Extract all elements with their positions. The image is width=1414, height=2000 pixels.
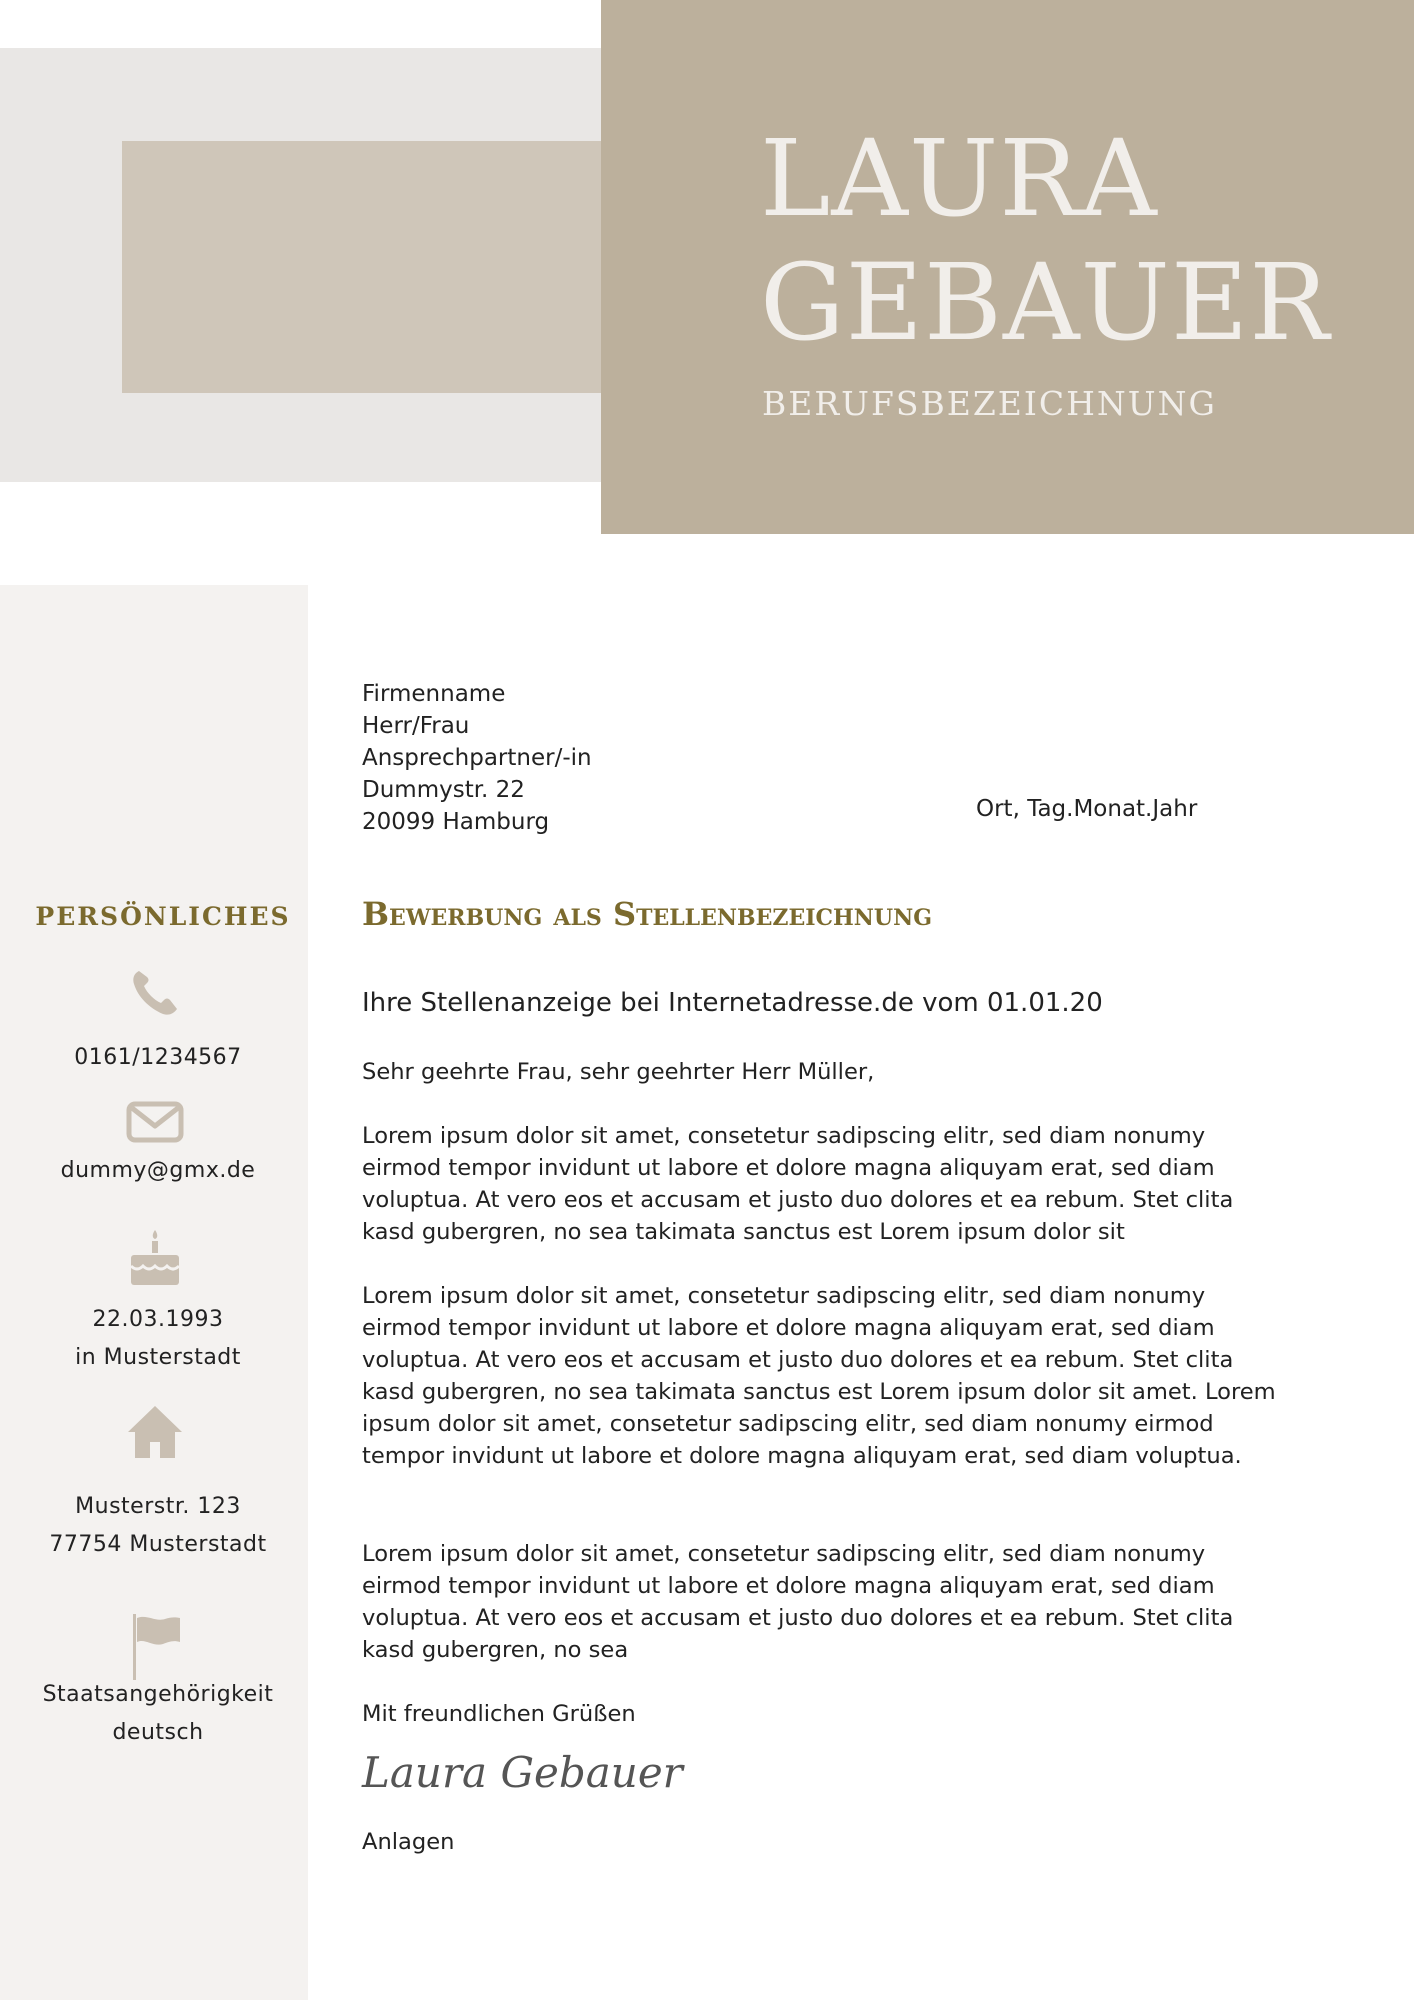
closing: Mit freundlichen Grüßen (362, 1701, 636, 1727)
name-last: GEBAUER (760, 241, 1331, 364)
mail-icon (125, 1092, 185, 1152)
recipient-contact: Ansprechpartner/-in (362, 745, 592, 771)
letter-subject: Bewerbung als Stellenbezeichnung (362, 895, 932, 933)
recipient-title: Herr/Frau (362, 713, 470, 739)
date-line: Ort, Tag.Monat.Jahr (976, 796, 1198, 822)
name-first: LAURA (760, 117, 1158, 240)
home-city: 77754 Musterstadt (49, 1532, 267, 1557)
body-paragraph-3: Lorem ipsum dolor sit amet, consetetur sadipscing elitr, sed diam nonumy eirmod tempor invidunt ut labore et dolore magna aliquyam erat, sed diam voluptua. At vero eos et accusam et justo duo dolores et ea rebum. Stet clita kasd gubergren, no sea (362, 1541, 1234, 1663)
attachments: Anlagen (362, 1829, 455, 1855)
job-title: BERUFSBEZEICHNUNG (762, 384, 1217, 423)
body-paragraph-1: Lorem ipsum dolor sit amet, consetetur sadipscing elitr, sed diam nonumy eirmod tempor invidunt ut labore et dolore magna aliquyam erat, sed diam voluptua. At vero eos et accusam et justo duo dolores et ea rebum. Stet clita kasd gubergren, no sea takimata sanctus est Lorem ipsum dolor sit (362, 1123, 1234, 1245)
home-icon (125, 1402, 185, 1462)
flag-icon (125, 1612, 185, 1682)
nationality-label: Staatsangehörigkeit (42, 1682, 274, 1707)
birth-place: in Musterstadt (75, 1345, 241, 1370)
birth-date: 22.03.1993 (92, 1307, 224, 1332)
greeting: Sehr geehrte Frau, sehr geehrter Herr Müller, (362, 1059, 875, 1085)
email-address: dummy@gmx.de (60, 1158, 256, 1183)
body-paragraph-2: Lorem ipsum dolor sit amet, consetetur sadipscing elitr, sed diam nonumy eirmod tempor invidunt ut labore et dolore magna aliquyam erat, sed diam voluptua. At vero eos et accusam et justo duo dolores et ea rebum. Stet clita kasd gubergren, no sea takimata sanctus est Lorem ipsum dolor sit amet. Lorem ipsum dolor sit amet, consetetur sadipscing elitr, sed diam nonumy eirmod tempor invidunt ut labore et dolore magna aliquyam erat, sed diam voluptua. (362, 1283, 1276, 1469)
recipient-city: 20099 Hamburg (362, 809, 550, 835)
phone-number: 0161/1234567 (74, 1045, 242, 1070)
sidebar-heading: PERSÖNLICHES (35, 902, 291, 931)
recipient-street: Dummystr. 22 (362, 777, 525, 803)
phone-icon (125, 963, 185, 1023)
job-ad-reference: Ihre Stellenanzeige bei Internetadresse.de vom 01.01.20 (362, 988, 1103, 1018)
birthday-cake-icon (125, 1228, 185, 1288)
recipient-company: Firmenname (362, 681, 506, 707)
header-beige-block (122, 141, 602, 393)
nationality-value: deutsch (112, 1720, 204, 1745)
signature: Laura Gebauer (362, 1748, 683, 1797)
home-street: Musterstr. 123 (75, 1494, 241, 1519)
sidebar (0, 585, 308, 2000)
